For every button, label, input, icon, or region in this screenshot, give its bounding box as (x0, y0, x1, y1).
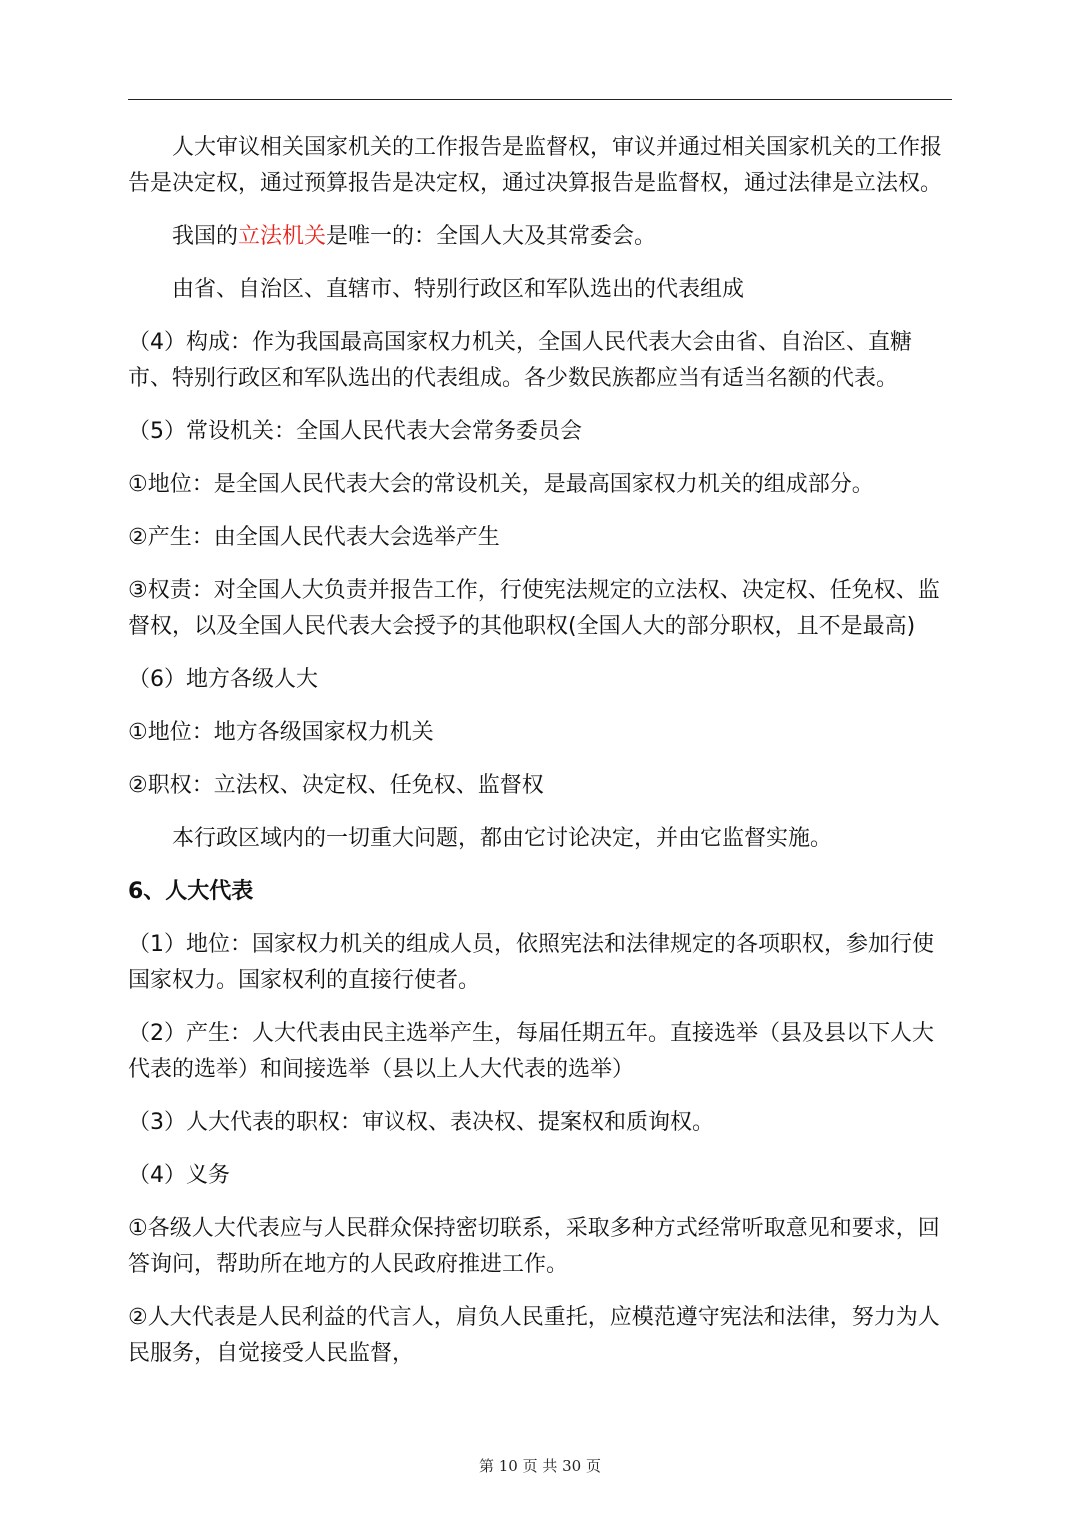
paragraph: ②产生：由全国人民代表大会选举产生 (128, 525, 500, 550)
paragraph: ①各级人大代表应与人民群众保持密切联系，采取多种方式经常听取意见和要求，回答询问，帮助所在地方的人民政府推进工作。 (128, 1216, 940, 1277)
highlighted-term: 立法机关 (238, 224, 327, 249)
paragraph: 由省、自治区、直辖市、特别行政区和军队选出的代表组成 (172, 277, 745, 302)
paragraph: 本行政区域内的一切重大问题，都由它讨论决定，并由它监督实施。 (172, 826, 833, 851)
paragraph: ②人大代表是人民利益的代言人，肩负人民重托，应模范遵守宪法和法律，努力为人民服务，自觉接受人民监督， (128, 1305, 940, 1366)
paragraph: （6）地方各级人大 (128, 667, 318, 692)
paragraph: （4）义务 (128, 1163, 230, 1188)
text-run: 是唯一的：全国人大及其常委会。 (326, 224, 657, 249)
paragraph: ①地位：是全国人民代表大会的常设机关，是最高国家权力机关的组成部分。 (128, 472, 874, 497)
paragraph: （5）常设机关：全国人民代表大会常务委员会 (128, 419, 582, 444)
paragraph: ③权责：对全国人大负责并报告工作，行使宪法规定的立法权、决定权、任免权、监督权，以及全国人民代表大会授予的其他职权(全国人大的部分职权，且不是最高) (128, 578, 940, 639)
section-heading: 6、人大代表 (128, 879, 254, 904)
paragraph: （2）产生：人大代表由民主选举产生，每届任期五年。直接选举（县及县以下人大代表的选举）和间接选举（县以上人大代表的选举） (128, 1021, 934, 1082)
paragraph: （4）构成：作为我国最高国家权力机关，全国人民代表大会由省、自治区、直糖市、特别行政区和军队选出的代表组成。各少数民族都应当有适当名额的代表。 (128, 330, 912, 391)
header-rule (128, 99, 952, 100)
page-footer: 第 10 页 共 30 页 (478, 1457, 601, 1475)
paragraph: （1）地位：国家权力机关的组成人员，依照宪法和法律规定的各项职权，参加行使国家权力。国家权利的直接行使者。 (128, 932, 934, 993)
paragraph: 人大审议相关国家机关的工作报告是监督权，审议并通过相关国家机关的工作报告是决定权，通过预算报告是决定权，通过决算报告是监督权，通过法律是立法权。 (128, 135, 943, 196)
paragraph: （3）人大代表的职权：审议权、表决权、提案权和质询权。 (128, 1110, 714, 1135)
paragraph: ①地位：地方各级国家权力机关 (128, 720, 434, 745)
paragraph: ②职权：立法权、决定权、任免权、监督权 (128, 773, 544, 798)
paragraph (128, 219, 952, 255)
text-run: 我国的 (172, 224, 239, 249)
page-content (128, 130, 952, 1389)
